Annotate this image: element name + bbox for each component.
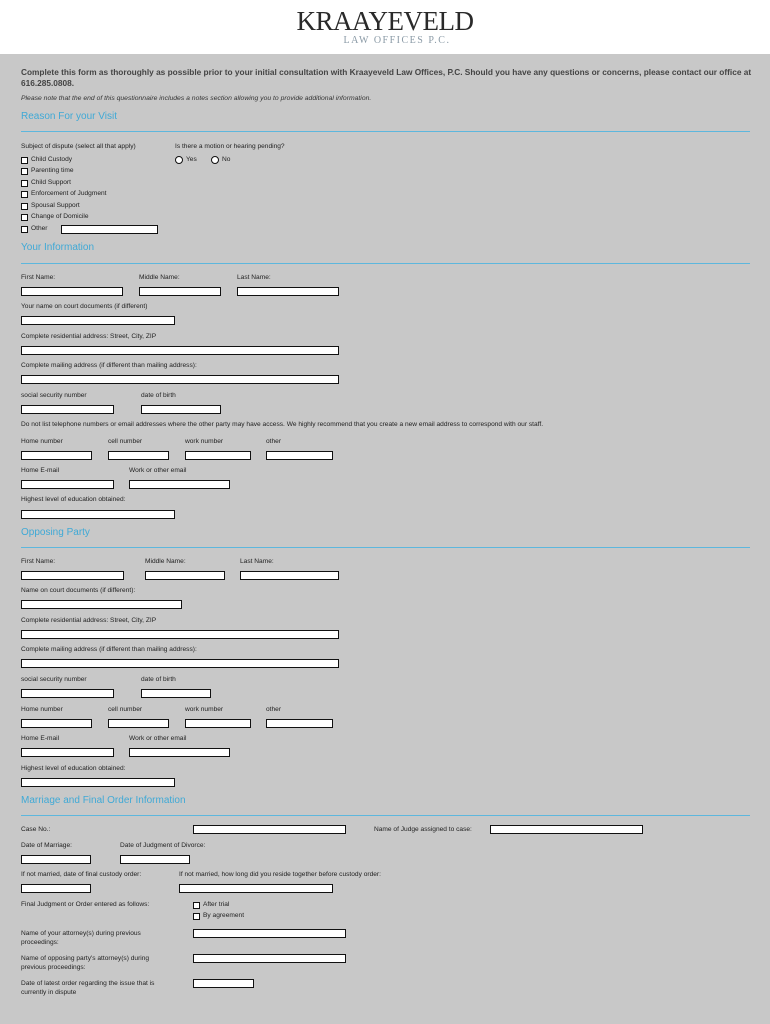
- opp-work-email-label: Work or other email: [129, 735, 187, 742]
- latest-order-field[interactable]: [193, 979, 254, 988]
- ssn-label: social security number: [21, 392, 87, 399]
- radio-motion-yes[interactable]: [175, 156, 183, 164]
- other-number-field[interactable]: [266, 451, 333, 460]
- opp-education-label: Highest level of education obtained:: [21, 765, 126, 772]
- last-name-label: Last Name:: [237, 274, 271, 281]
- opp-middle-name-label: Middle Name:: [145, 558, 186, 565]
- section-title-opposing: Opposing Party: [21, 527, 90, 538]
- custody-order-date-field[interactable]: [21, 884, 91, 893]
- judge-field[interactable]: [490, 825, 643, 834]
- cell-number-field[interactable]: [108, 451, 169, 460]
- after-trial-label: After trial: [203, 901, 230, 908]
- marriage-date-label: Date of Marriage:: [21, 842, 72, 849]
- middle-name-field[interactable]: [139, 287, 221, 296]
- work-email-field[interactable]: [129, 480, 230, 489]
- home-number-field[interactable]: [21, 451, 92, 460]
- section-title-reason: Reason For your Visit: [21, 111, 117, 122]
- court-name-field[interactable]: [21, 316, 175, 325]
- privacy-warning: Do not list telephone numbers or email addresses where the other party may have access. We highly recommend that you create a new email address to correspond with our staff.: [21, 421, 544, 428]
- checkbox-child-custody[interactable]: [21, 157, 28, 164]
- opp-attorney-field[interactable]: [193, 954, 346, 963]
- middle-name-label: Middle Name:: [139, 274, 180, 281]
- mailing-address-field[interactable]: [21, 375, 339, 384]
- opp-dob-label: date of birth: [141, 676, 176, 683]
- case-no-field[interactable]: [193, 825, 346, 834]
- first-name-label: First Name:: [21, 274, 56, 281]
- opp-cell-number-field[interactable]: [108, 719, 169, 728]
- section-divider: [21, 547, 750, 548]
- opp-first-name-field[interactable]: [21, 571, 124, 580]
- checkbox-parenting-time[interactable]: [21, 168, 28, 175]
- cohabitation-duration-field[interactable]: [179, 884, 333, 893]
- home-number-label: Home number: [21, 438, 63, 445]
- opp-residential-address-label: Complete residential address: Street, City, ZIP: [21, 617, 157, 624]
- dob-field[interactable]: [141, 405, 221, 414]
- opp-residential-address-field[interactable]: [21, 630, 339, 639]
- subject-label: Subject of dispute (select all that apply): [21, 143, 136, 150]
- your-attorney-label: Name of your attorney(s) during previous proceedings:: [21, 930, 141, 946]
- option-label: Parenting time: [31, 167, 74, 174]
- marriage-date-field[interactable]: [21, 855, 91, 864]
- latest-order-label: Date of latest order regarding the issue that is currently in dispute: [21, 980, 155, 996]
- opp-other-number-field[interactable]: [266, 719, 333, 728]
- opp-work-email-field[interactable]: [129, 748, 230, 757]
- radio-no-label: No: [222, 156, 231, 163]
- option-label: Other: [31, 225, 48, 232]
- option-label: Child Support: [31, 179, 71, 186]
- brand-subtitle: LAW OFFICES P.C.: [343, 35, 451, 46]
- other-number-label: other: [266, 438, 282, 445]
- opp-ssn-label: social security number: [21, 676, 87, 683]
- opp-ssn-field[interactable]: [21, 689, 114, 698]
- opp-first-name-label: First Name:: [21, 558, 56, 565]
- opp-education-field[interactable]: [21, 778, 175, 787]
- work-number-label: work number: [185, 438, 224, 445]
- checkbox-child-support[interactable]: [21, 180, 28, 187]
- cell-number-label: cell number: [108, 438, 143, 445]
- by-agreement-label: By agreement: [203, 912, 245, 919]
- case-no-label: Case No.:: [21, 826, 51, 833]
- option-label: Enforcement of Judgment: [31, 190, 107, 197]
- work-number-field[interactable]: [185, 451, 251, 460]
- education-field[interactable]: [21, 510, 175, 519]
- opp-home-number-field[interactable]: [21, 719, 92, 728]
- header: [0, 0, 770, 54]
- education-label: Highest level of education obtained:: [21, 496, 126, 503]
- checkbox-spousal-support[interactable]: [21, 203, 28, 210]
- opp-last-name-label: Last Name:: [240, 558, 274, 565]
- option-label: Change of Domicile: [31, 213, 89, 220]
- last-name-field[interactable]: [237, 287, 339, 296]
- work-email-label: Work or other email: [129, 467, 187, 474]
- opp-middle-name-field[interactable]: [145, 571, 225, 580]
- first-name-field[interactable]: [21, 287, 123, 296]
- mailing-address-label: Complete mailing address (if different than mailing address):: [21, 362, 197, 369]
- section-divider: [21, 263, 750, 264]
- cohabitation-duration-label: If not married, how long did you reside together before custody order:: [179, 871, 381, 878]
- ssn-field[interactable]: [21, 405, 114, 414]
- opp-work-number-field[interactable]: [185, 719, 251, 728]
- motion-label: Is there a motion or hearing pending?: [175, 143, 285, 150]
- checkbox-by-agreement[interactable]: [193, 913, 200, 920]
- radio-yes-label: Yes: [186, 156, 197, 163]
- opp-court-name-label: Name on court documents (if different):: [21, 587, 136, 594]
- opp-court-name-field[interactable]: [21, 600, 182, 609]
- opp-work-number-label: work number: [185, 706, 224, 713]
- opp-dob-field[interactable]: [141, 689, 211, 698]
- court-name-label: Your name on court documents (if different): [21, 303, 148, 310]
- divorce-date-field[interactable]: [120, 855, 190, 864]
- section-divider: [21, 815, 750, 816]
- checkbox-after-trial[interactable]: [193, 902, 200, 909]
- home-email-field[interactable]: [21, 480, 114, 489]
- divorce-date-label: Date of Judgment of Divorce:: [120, 842, 206, 849]
- opp-home-email-field[interactable]: [21, 748, 114, 757]
- opp-home-number-label: Home number: [21, 706, 63, 713]
- residential-address-field[interactable]: [21, 346, 339, 355]
- custody-order-date-label: If not married, date of final custody order:: [21, 871, 142, 878]
- other-reason-field[interactable]: [61, 225, 158, 234]
- brand-logo: KRAAYEVELD: [296, 6, 474, 36]
- opp-home-email-label: Home E-mail: [21, 735, 60, 742]
- opp-other-number-label: other: [266, 706, 282, 713]
- radio-motion-no[interactable]: [211, 156, 219, 164]
- checkbox-other[interactable]: [21, 226, 28, 233]
- section-title-your-info: Your Information: [21, 242, 95, 253]
- your-attorney-field[interactable]: [193, 929, 346, 938]
- opp-mailing-address-label: Complete mailing address (if different than mailing address):: [21, 646, 197, 653]
- final-judgment-label: Final Judgment or Order entered as follows:: [21, 901, 150, 908]
- opp-cell-number-label: cell number: [108, 706, 143, 713]
- opp-last-name-field[interactable]: [240, 571, 339, 580]
- dob-label: date of birth: [141, 392, 176, 399]
- checkbox-change-domicile[interactable]: [21, 214, 28, 221]
- intro-text: Complete this form as thoroughly as possible prior to your initial consultation with Kraayeveld Law Offices, P.C. Should you have any questions or concerns, please contact our office at 616.285.0808.: [21, 67, 752, 88]
- residential-address-label: Complete residential address: Street, City, ZIP: [21, 333, 157, 340]
- option-label: Spousal Support: [31, 202, 80, 209]
- option-label: Child Custody: [31, 156, 73, 163]
- note-text: Please note that the end of this questionnaire includes a notes section allowing you to provide additional information.: [21, 95, 372, 102]
- home-email-label: Home E-mail: [21, 467, 60, 474]
- judge-label: Name of Judge assigned to case:: [374, 826, 472, 833]
- opp-mailing-address-field[interactable]: [21, 659, 339, 668]
- section-divider: [21, 131, 750, 132]
- opp-attorney-label: Name of opposing party's attorney(s) during previous proceedings:: [21, 955, 150, 971]
- checkbox-enforcement[interactable]: [21, 191, 28, 198]
- section-title-marriage: Marriage and Final Order Information: [21, 795, 186, 806]
